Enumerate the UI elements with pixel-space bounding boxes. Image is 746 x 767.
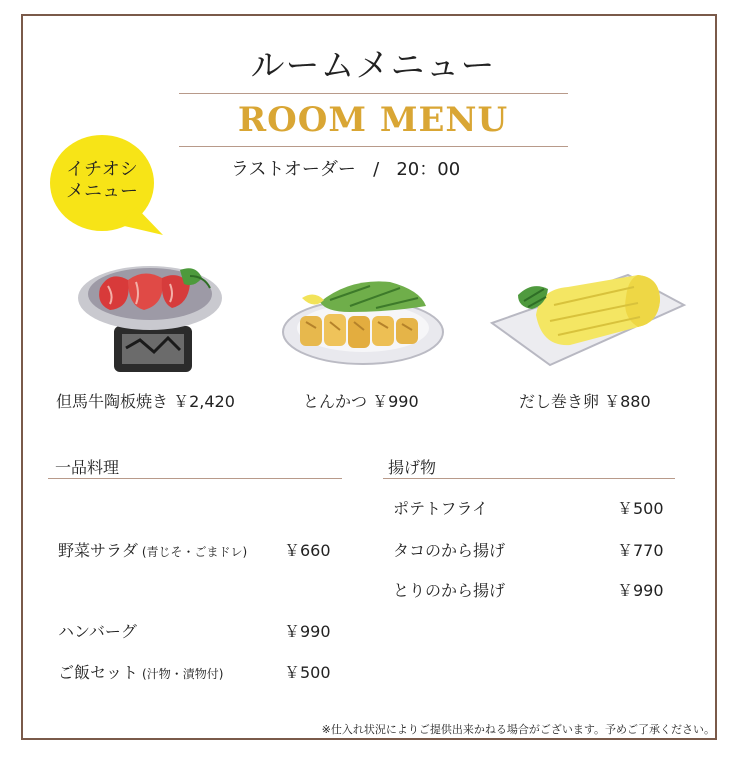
- menu-item-name: とりのから揚げ: [393, 581, 506, 600]
- menu-item-price: ￥500: [284, 663, 331, 682]
- menu-item-name: ポテトフライ: [393, 499, 489, 518]
- tonkatsu-illustration: [280, 272, 446, 368]
- featured-item-price: ￥880: [604, 392, 651, 411]
- recommend-bubble: [50, 133, 164, 237]
- title-rule-top: [179, 93, 568, 94]
- menu-item-name: [58, 619, 137, 642]
- featured-item-name: だし巻き卵: [519, 392, 600, 411]
- last-order-line: [231, 155, 460, 181]
- featured-item-price: ￥2,420: [173, 392, 235, 411]
- item-name-text: 野菜サラダ: [58, 541, 138, 560]
- title-rule-bottom: [179, 146, 568, 147]
- menu-item-price: ￥770: [617, 541, 664, 560]
- last-order-separator: /: [373, 159, 380, 180]
- menu-item-name: [58, 660, 223, 683]
- item-note: (青じそ・ごまドレ): [141, 545, 248, 559]
- section-rule-ippin: [48, 478, 342, 479]
- menu-item-name: タコのから揚げ: [393, 541, 506, 560]
- page-subtitle: ROOM MENU: [237, 100, 509, 140]
- menu-item-price: ￥990: [284, 622, 331, 641]
- beef-hotplate-illustration: [70, 248, 230, 378]
- featured-item-price: ￥990: [372, 392, 419, 411]
- item-name-text: ハンバーグ: [58, 622, 137, 641]
- recommend-text: [50, 159, 154, 203]
- last-order-label: ラストオーダー: [231, 159, 356, 180]
- item-note: (汁物・漬物付): [142, 667, 224, 681]
- page-title: ルームメニュー: [250, 46, 496, 86]
- footnote: ※仕入れ状況によりご提供出来かねる場合がございます。予めご了承ください。: [321, 723, 715, 736]
- rolled-omelette-illustration: [488, 265, 688, 375]
- menu-item-name: [58, 538, 247, 561]
- last-order-time: 20：00: [396, 159, 461, 180]
- item-name-text: ご飯セット: [58, 663, 139, 682]
- menu-item-price: ￥500: [617, 499, 664, 518]
- featured-item-2: [303, 389, 419, 412]
- recommend-line-1: イチオシ: [66, 159, 138, 180]
- featured-item-name: 但馬牛陶板焼き: [56, 392, 169, 411]
- recommend-line-2: メニュー: [66, 181, 138, 202]
- section-title-ippin: 一品料理: [55, 458, 120, 477]
- featured-item-3: [519, 389, 651, 412]
- section-rule-agemono: [383, 478, 675, 479]
- menu-item-price: ￥990: [617, 581, 664, 600]
- featured-item-1: [56, 389, 235, 412]
- menu-item-price: ￥660: [284, 541, 331, 560]
- section-title-agemono: 揚げ物: [388, 458, 437, 477]
- featured-item-name: とんかつ: [303, 392, 368, 411]
